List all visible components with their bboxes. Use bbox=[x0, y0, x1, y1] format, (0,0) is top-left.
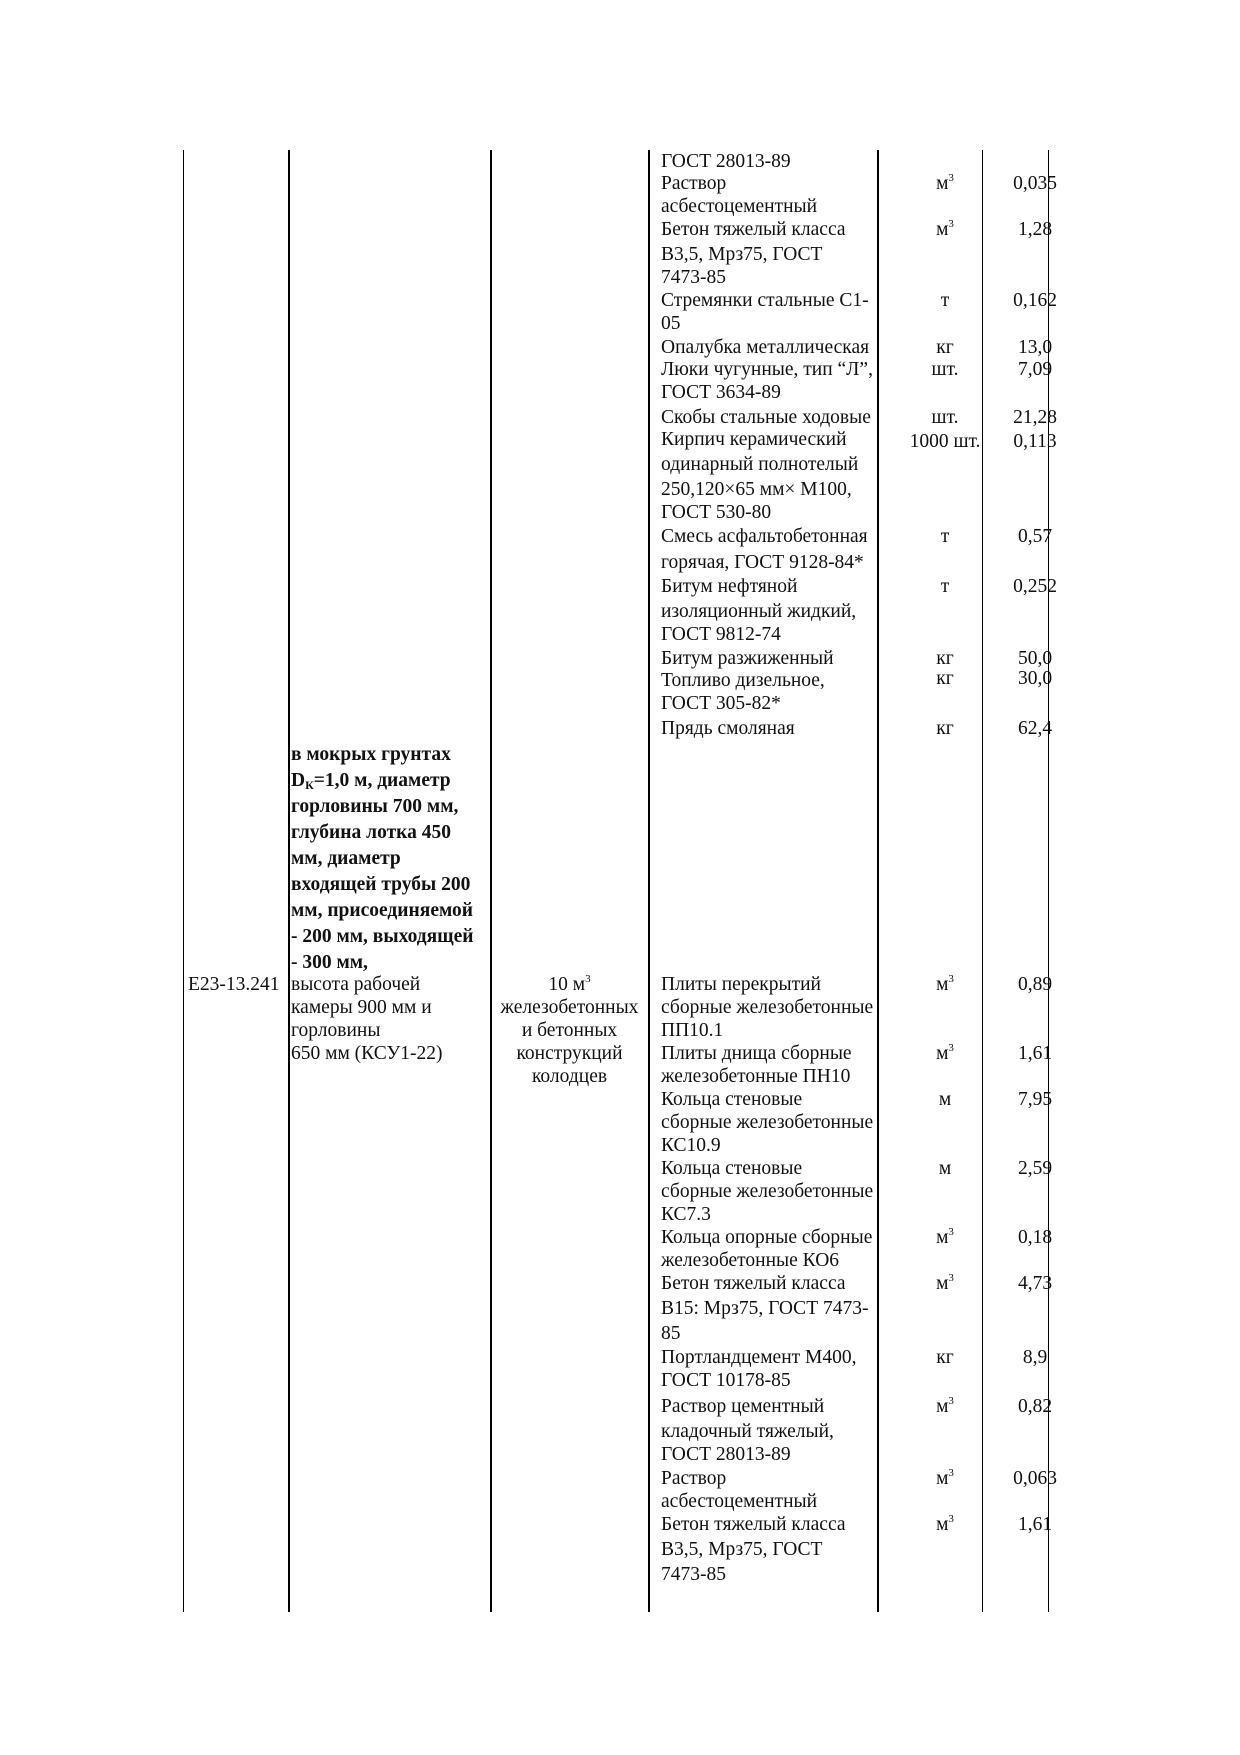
column-divider-code bbox=[288, 150, 290, 1612]
material-name-line: Смесь асфальтобетонная bbox=[661, 526, 868, 547]
unit-text: кг bbox=[936, 1347, 954, 1368]
unit-text: м bbox=[936, 1514, 949, 1535]
material-name-line: ГОСТ 530-80 bbox=[661, 502, 772, 523]
material-unit bbox=[895, 1467, 995, 1490]
material-name-line: Кольца опорные сборные bbox=[661, 1227, 873, 1248]
material-name-line: Бетон тяжелый класса bbox=[661, 1514, 846, 1535]
material-name-line: КС7.3 bbox=[661, 1204, 711, 1225]
material-unit bbox=[895, 289, 995, 312]
description-bold-line: мм, диаметр bbox=[291, 848, 401, 869]
material-unit bbox=[895, 973, 995, 996]
material-unit bbox=[895, 525, 995, 548]
material-name-line: Кольца стеновые bbox=[661, 1158, 803, 1179]
material-name-line: ГОСТ 28013-89 bbox=[661, 151, 791, 172]
material-name-line: Раствор bbox=[661, 173, 727, 194]
material-unit bbox=[895, 667, 995, 690]
measure-unit-line: железобетонных bbox=[500, 997, 639, 1018]
unit-text: 1000 шт. bbox=[909, 431, 981, 452]
unit-text: т bbox=[940, 576, 950, 597]
material-name-line: Люки чугунные, тип “Л”, bbox=[661, 359, 873, 380]
material-quantity: 62,4 bbox=[1017, 718, 1053, 739]
column-divider-material bbox=[877, 150, 879, 1612]
material-name-line: Прядь смоляная bbox=[661, 718, 795, 739]
description-line: 650 мм (КСУ1-22) bbox=[291, 1043, 443, 1064]
unit-text: м bbox=[936, 974, 949, 995]
material-quantity: 1,61 bbox=[1017, 1514, 1053, 1535]
description-bold-text: =1,0 м, диаметр bbox=[313, 770, 451, 791]
material-quantity: 0,82 bbox=[1017, 1396, 1053, 1417]
diameter-subscript: К bbox=[305, 778, 314, 792]
material-quantity: 8,9 bbox=[1022, 1347, 1048, 1368]
measure-unit-value: 10 м bbox=[548, 974, 586, 995]
material-name-line: Стремянки стальные С1- bbox=[661, 290, 869, 311]
material-name-line: Раствор цементный bbox=[661, 1396, 825, 1417]
material-name-line: Раствор bbox=[661, 1468, 727, 1489]
material-name-line: 7473-85 bbox=[661, 1564, 726, 1585]
material-quantity: 2,59 bbox=[1017, 1158, 1053, 1179]
material-quantity: 0,89 bbox=[1017, 974, 1053, 995]
material-name-line: железобетонные КО6 bbox=[661, 1250, 840, 1271]
material-name-line: ПП10.1 bbox=[661, 1020, 724, 1041]
material-name-line: кладочный тяжелый, bbox=[661, 1421, 834, 1442]
material-name-line: Бетон тяжелый класса bbox=[661, 219, 846, 240]
material-name-line: 7473-85 bbox=[661, 267, 726, 288]
material-name-line: сборные железобетонные bbox=[661, 1112, 874, 1133]
material-name-line: 250,120×65 мм× М100, bbox=[661, 479, 852, 500]
material-name-line: 05 bbox=[661, 313, 681, 334]
norm-code: Е23-13.241 bbox=[188, 974, 280, 995]
description-bold-line: мм, присоединяемой bbox=[291, 900, 473, 921]
material-unit bbox=[895, 717, 995, 740]
material-unit bbox=[895, 336, 995, 359]
material-unit bbox=[895, 430, 995, 453]
unit-superscript: 3 bbox=[948, 1395, 954, 1407]
description-line: камеры 900 мм и bbox=[291, 997, 432, 1018]
material-name-line: ГОСТ 3634-89 bbox=[661, 382, 781, 403]
unit-text: м bbox=[936, 1468, 949, 1489]
material-name-line: ГОСТ 10178-85 bbox=[661, 1370, 791, 1391]
material-unit bbox=[895, 1272, 995, 1295]
unit-text: м bbox=[938, 1089, 952, 1110]
material-name-line: Портландцемент М400, bbox=[661, 1347, 857, 1368]
description-bold-line: входящей трубы 200 bbox=[291, 874, 471, 895]
material-quantity: 21,28 bbox=[1013, 407, 1057, 428]
material-name-line: Кирпич керамический bbox=[661, 429, 847, 450]
material-name-line: ГОСТ 9812-74 bbox=[661, 624, 781, 645]
column-divider-description bbox=[490, 150, 492, 1612]
unit-superscript: 3 bbox=[948, 1467, 954, 1479]
measure-unit-line: колодцев bbox=[531, 1066, 608, 1087]
table-border-left bbox=[183, 150, 184, 1612]
material-unit bbox=[895, 1088, 995, 1111]
material-quantity: 7,95 bbox=[1017, 1089, 1053, 1110]
unit-text: кг bbox=[936, 337, 954, 358]
material-unit bbox=[895, 1395, 995, 1418]
unit-text: кг bbox=[936, 668, 954, 689]
material-unit bbox=[895, 575, 995, 598]
description-line: горловины bbox=[291, 1020, 381, 1041]
material-name-line: одинарный полнотелый bbox=[661, 454, 859, 475]
material-quantity: 0,18 bbox=[1017, 1227, 1053, 1248]
material-quantity: 4,73 bbox=[1017, 1273, 1053, 1294]
material-unit bbox=[895, 1042, 995, 1065]
material-name-line: Топливо дизельное, bbox=[661, 670, 825, 691]
column-divider-measure bbox=[648, 150, 650, 1612]
material-name-line: 85 bbox=[661, 1323, 681, 1344]
material-name-line: асбестоцементный bbox=[661, 1491, 818, 1512]
material-name-line: сборные железобетонные bbox=[661, 1181, 874, 1202]
description-bold-line: - 300 мм, bbox=[291, 952, 368, 973]
unit-superscript: 3 bbox=[948, 973, 954, 985]
material-quantity: 0,162 bbox=[1013, 290, 1057, 311]
material-name-line: Битум нефтяной bbox=[661, 576, 798, 597]
measure-unit-line: конструкций bbox=[516, 1043, 623, 1064]
unit-text: м bbox=[936, 1227, 949, 1248]
material-name-line: Бетон тяжелый класса bbox=[661, 1273, 846, 1294]
unit-text: т bbox=[940, 526, 950, 547]
unit-superscript: 3 bbox=[948, 1513, 954, 1525]
measure-unit-line bbox=[492, 973, 647, 996]
material-quantity: 30,0 bbox=[1017, 668, 1053, 689]
unit-superscript: 3 bbox=[948, 1226, 954, 1238]
material-quantity: 0,57 bbox=[1017, 526, 1053, 547]
material-quantity: 1,28 bbox=[1017, 219, 1053, 240]
material-quantity: 1,61 bbox=[1017, 1043, 1053, 1064]
unit-text: шт. bbox=[931, 407, 959, 428]
description-bold-line: глубина лотка 450 bbox=[291, 822, 451, 843]
unit-text: м bbox=[938, 1158, 952, 1179]
material-name-line: Плиты днища сборные bbox=[661, 1043, 852, 1064]
material-unit bbox=[895, 1157, 995, 1180]
unit-text: м bbox=[936, 1396, 949, 1417]
unit-text: м bbox=[936, 1273, 949, 1294]
material-unit bbox=[895, 1346, 995, 1369]
unit-superscript: 3 bbox=[948, 1272, 954, 1284]
material-name-line: Опалубка металлическая bbox=[661, 337, 870, 358]
material-quantity: 13,0 bbox=[1017, 337, 1053, 358]
description-bold-line: в мокрых грунтах bbox=[291, 744, 451, 765]
description-bold-line: горловины 700 мм, bbox=[291, 796, 459, 817]
unit-text: шт. bbox=[931, 359, 959, 380]
material-name-line: асбестоцементный bbox=[661, 196, 818, 217]
material-quantity: 0,252 bbox=[1013, 576, 1057, 597]
unit-text: кг bbox=[936, 718, 954, 739]
material-unit bbox=[895, 358, 995, 381]
description-bold-line bbox=[291, 768, 451, 794]
unit-superscript: 3 bbox=[948, 218, 954, 230]
material-name-line: Кольца стеновые bbox=[661, 1089, 803, 1110]
material-name-line: КС10.9 bbox=[661, 1135, 721, 1156]
material-quantity: 0,113 bbox=[1013, 431, 1057, 452]
diameter-symbol: D bbox=[291, 770, 306, 791]
unit-text: кг bbox=[936, 648, 954, 669]
material-name-line: сборные железобетонные bbox=[661, 997, 874, 1018]
measure-unit-sup: 3 bbox=[585, 973, 591, 985]
material-name-line: В3,5, Мрз75, ГОСТ bbox=[661, 1539, 823, 1560]
unit-superscript: 3 bbox=[948, 1042, 954, 1054]
material-name-line: В15: Мрз75, ГОСТ 7473- bbox=[661, 1298, 869, 1319]
description-line: высота рабочей bbox=[291, 974, 421, 995]
material-name-line: ГОСТ 305-82* bbox=[661, 693, 781, 714]
material-unit bbox=[895, 1226, 995, 1249]
material-name-line: изоляционный жидкий, bbox=[661, 601, 857, 622]
material-name-line: В3,5, Мрз75, ГОСТ bbox=[661, 244, 823, 265]
material-quantity: 7,09 bbox=[1017, 359, 1053, 380]
unit-text: м bbox=[936, 173, 949, 194]
material-name-line: Плиты перекрытий bbox=[661, 974, 821, 995]
description-bold-line: - 200 мм, выходящей bbox=[291, 926, 474, 947]
material-quantity: 0,063 bbox=[1013, 1468, 1057, 1489]
unit-superscript: 3 bbox=[948, 172, 954, 184]
material-unit bbox=[895, 1513, 995, 1536]
material-unit bbox=[895, 172, 995, 195]
material-quantity: 0,035 bbox=[1013, 173, 1057, 194]
material-name-line: железобетонные ПН10 bbox=[661, 1066, 851, 1087]
measure-unit-line: и бетонных bbox=[521, 1020, 618, 1041]
material-name-line: Битум разжиженный bbox=[661, 648, 834, 669]
material-unit bbox=[895, 218, 995, 241]
material-unit bbox=[895, 406, 995, 429]
unit-text: м bbox=[936, 1043, 949, 1064]
unit-text: т bbox=[940, 290, 950, 311]
material-name-line: ГОСТ 28013-89 bbox=[661, 1444, 791, 1465]
unit-text: м bbox=[936, 219, 949, 240]
material-name-line: горячая, ГОСТ 9128-84* bbox=[661, 552, 864, 573]
material-name-line: Скобы стальные ходовые bbox=[661, 407, 871, 428]
material-quantity: 50,0 bbox=[1017, 648, 1053, 669]
